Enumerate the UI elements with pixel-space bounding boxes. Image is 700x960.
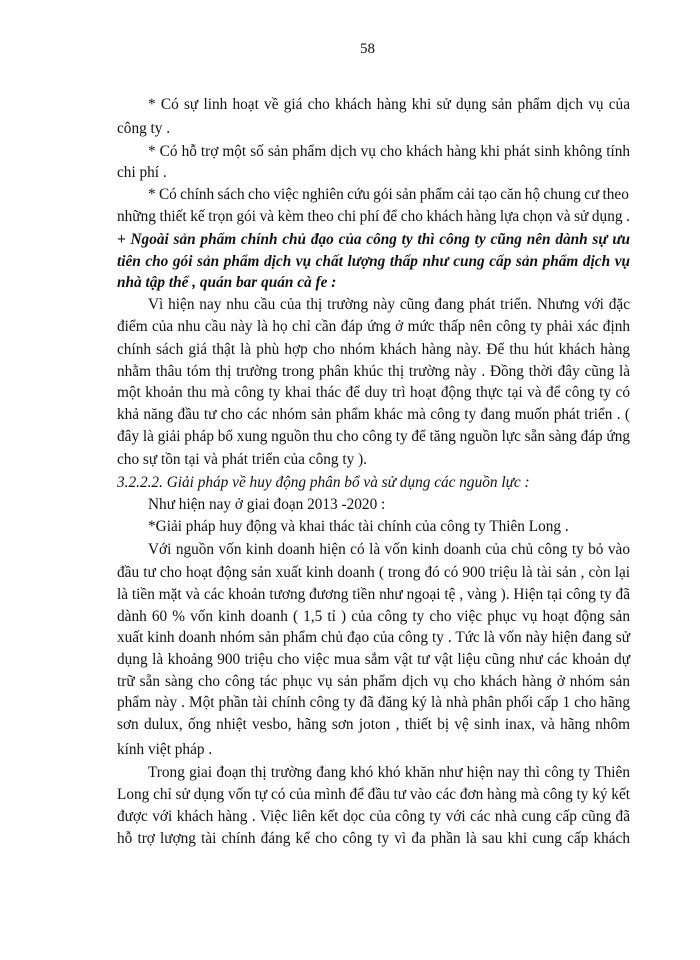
heading-line: + Ngoài sản phẩm chính chủ đạo của công ty thì công ty cũng nên dành sự ưu <box>117 231 630 248</box>
text-line: Với nguồn vốn kinh doanh hiện có là vốn kinh doanh của chủ công ty bỏ vào <box>148 541 630 558</box>
text-line: được với khách hàng . Việc liên kết dọc của công ty với các nhà cung cấp cũng đã <box>117 808 630 825</box>
text-line: Trong giai đoạn thị trường đang khó khó khăn như hiện nay thì công ty Thiên <box>148 764 630 781</box>
text-line: * Có chính sách cho việc nghiên cứu gói sản phẩm cải tạo căn hộ chung cư theo <box>148 186 629 203</box>
text-line: dành 60 % vốn kinh doanh ( 1,5 tỉ ) của công ty cho việc phục vụ hoạt động sản <box>117 608 630 625</box>
text-line: khả năng đầu tư cho các nhóm sản phẩm khác mà công ty đang muốn phát triển . ( <box>117 406 630 423</box>
text-line: xuất kinh doanh nhóm sản phẩm chủ đạo của công ty . Tức là vốn này hiện đang sử <box>117 629 630 646</box>
text-line: chính sách giá thật là phù hợp cho nhóm khách hàng này. Để thu hút khách hàng <box>117 341 630 358</box>
text-line: sơn dulux, ống nhiệt vesbo, hãng sơn joton , thiết bị vệ sinh inax, và hãng nhôm <box>117 716 630 733</box>
page-number: 58 <box>360 41 375 57</box>
text-line: * Có sự linh hoạt về giá cho khách hàng khi sử dụng sản phẩm dịch vụ của <box>148 96 630 113</box>
text-line: điểm của nhu cầu này là họ chỉ cần đáp ứng ở mức thấp nên công ty phải xác định <box>117 318 630 335</box>
text-line: Vì hiện nay nhu cầu của thị trường này cũng đang phát triển. Nhưng với đặc <box>148 296 630 313</box>
text-line: là tiền mặt và các khoản tương đương tiền như ngoại tệ , vàng ). Hiện tại công ty đã <box>117 586 630 603</box>
text-line: hỗ trợ lượng tài chính đáng kể cho công ty vì đa phần là sau khi cung cấp khách <box>117 830 630 847</box>
heading-line: nhà tập thể , quán bar quán cà fe : <box>117 274 337 291</box>
text-line: công ty . <box>117 120 171 137</box>
text-line: đầu tư cho hoạt động sản xuất kinh doanh ( trong đó có 900 triệu là tài sản , còn lại <box>117 564 630 581</box>
text-line: cho sự tồn tại và phát triển của công ty ). <box>117 451 367 468</box>
heading-line: tiên cho gói sản phẩm dịch vụ chất lượng thấp như cung cấp sản phẩm dịch vụ <box>117 253 630 270</box>
text-line: *Giải pháp huy động và khai thác tài chính của công ty Thiên Long . <box>148 518 569 535</box>
text-line: đây là giải pháp bổ xung nguồn thu cho công ty để tăng nguồn lực sẵn sàng đáp ứng <box>117 428 630 445</box>
text-line: những thiết kế trọn gói và kèm theo chi phí để cho khách hàng lựa chọn và sử dụng . <box>117 208 630 225</box>
text-line: kính việt pháp . <box>117 741 213 758</box>
text-line: Như hiện nay ở giai đoạn 2013 -2020 : <box>148 496 386 513</box>
text-line: dụng là khoảng 900 triệu cho việc mua sắm vật tư vật liệu cũng như các khoản dự <box>117 651 630 668</box>
text-line: một khoản thu mà công ty khai thác để duy trì hoạt động thực tại và để công ty có <box>117 384 630 401</box>
text-line: phẩm này . Một phần tài chính công ty đã đăng ký là nhà phân phối cấp 1 cho hãng <box>117 694 630 711</box>
section-heading: 3.2.2.2. Giải pháp về huy động phân bổ và sử dụng các nguồn lực : <box>117 474 530 491</box>
text-line: trữ sẵn sàng cho công tác phục vụ sản phẩm dịch vụ cho khách hàng ở nhóm sản <box>117 673 630 690</box>
text-line: nhằm thâu tóm thị trường trong phân khúc thị trường này . Đồng thời đây cũng là <box>117 363 630 380</box>
text-line: * Có hỗ trợ một số sản phẩm dịch vụ cho khách hàng khi phát sinh không tính <box>148 143 630 160</box>
text-line: chi phí . <box>117 164 167 181</box>
text-line: Long chỉ sử dụng vốn tự có của mình để đầu tư vào các đơn hàng mà công ty ký kết <box>117 786 630 803</box>
